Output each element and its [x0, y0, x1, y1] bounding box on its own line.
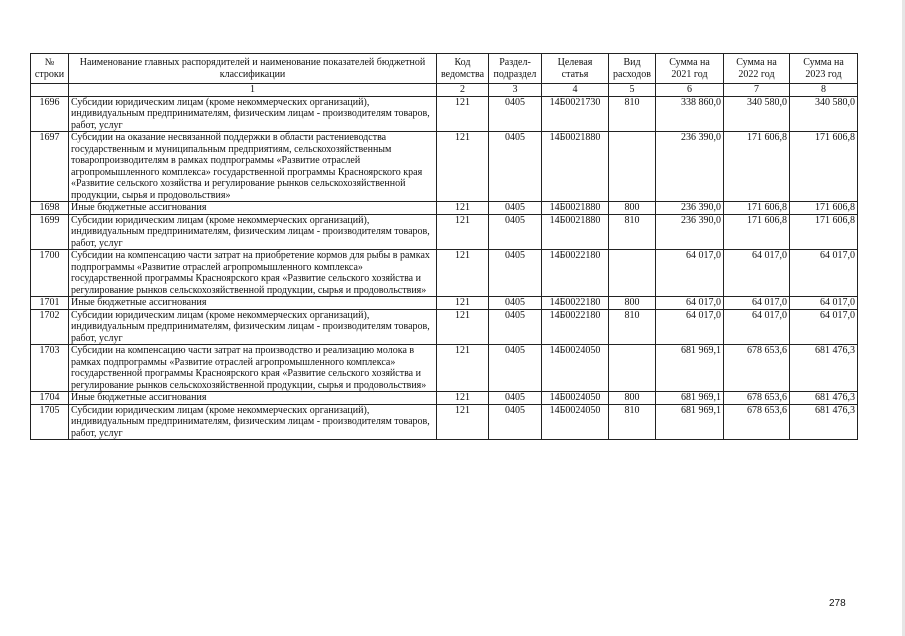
cell-num: 1696	[31, 96, 69, 132]
header-cell: Целевая статья	[542, 54, 609, 84]
column-number-row	[31, 84, 858, 97]
cell-num: 1704	[31, 392, 69, 405]
cell-name: Субсидии юридическим лицам (кроме некоммерческих организаций), индивидуальным предпринимателям, физическим лицам - производителям товаров, работ, услуг	[69, 309, 437, 345]
cell-statya: 14Б0024050	[542, 392, 609, 405]
cell-s2023: 64 017,0	[790, 250, 858, 297]
cell-name: Иные бюджетные ассигнования	[69, 392, 437, 405]
cell-ved: 121	[437, 404, 489, 440]
cell-s2023: 64 017,0	[790, 309, 858, 345]
header-cell: № строки	[31, 54, 69, 84]
column-number-cell: 3	[489, 84, 542, 97]
cell-s2021: 681 969,1	[656, 404, 724, 440]
column-number-cell: 2	[437, 84, 489, 97]
cell-statya: 14Б0022180	[542, 250, 609, 297]
cell-statya: 14Б0021880	[542, 132, 609, 202]
table-row	[31, 214, 858, 250]
cell-statya: 14Б0024050	[542, 345, 609, 392]
column-number-cell: 7	[724, 84, 790, 97]
cell-ved: 121	[437, 345, 489, 392]
column-number-cell: 8	[790, 84, 858, 97]
table-row	[31, 309, 858, 345]
cell-statya: 14Б0021880	[542, 214, 609, 250]
cell-statya: 14Б0024050	[542, 404, 609, 440]
table-body	[31, 96, 858, 440]
cell-num: 1698	[31, 202, 69, 215]
header-cell: Код ведомства	[437, 54, 489, 84]
column-number-cell: 4	[542, 84, 609, 97]
table-row	[31, 96, 858, 132]
cell-num: 1702	[31, 309, 69, 345]
cell-s2021: 681 969,1	[656, 392, 724, 405]
cell-num: 1700	[31, 250, 69, 297]
cell-razdel: 0405	[489, 250, 542, 297]
cell-s2021: 236 390,0	[656, 132, 724, 202]
table-row	[31, 202, 858, 215]
cell-name: Субсидии юридическим лицам (кроме некоммерческих организаций), индивидуальным предпринимателям, физическим лицам - производителям товаров, работ, услуг	[69, 96, 437, 132]
cell-statya: 14Б0022180	[542, 309, 609, 345]
cell-s2022: 64 017,0	[724, 309, 790, 345]
cell-num: 1701	[31, 297, 69, 310]
table-row	[31, 404, 858, 440]
cell-s2023: 340 580,0	[790, 96, 858, 132]
cell-s2023: 171 606,8	[790, 202, 858, 215]
cell-razdel: 0405	[489, 202, 542, 215]
cell-num: 1697	[31, 132, 69, 202]
cell-s2023: 681 476,3	[790, 392, 858, 405]
cell-name: Иные бюджетные ассигнования	[69, 297, 437, 310]
cell-razdel: 0405	[489, 132, 542, 202]
cell-s2023: 681 476,3	[790, 345, 858, 392]
cell-name: Субсидии на компенсацию части затрат на приобретение кормов для рыбы в рамках подпрограммы «Развитие отраслей агропромышленного комплекса» государственной программы Красноярского края «Развитие сельского хозяйства и регулирование рынков сельскохозяйственной продукции, сырья и продовольствия»	[69, 250, 437, 297]
cell-razdel: 0405	[489, 214, 542, 250]
column-number-cell	[31, 84, 69, 97]
cell-name: Иные бюджетные ассигнования	[69, 202, 437, 215]
header-row	[31, 54, 858, 84]
cell-vid: 810	[609, 214, 656, 250]
header-cell: Раздел-подраздел	[489, 54, 542, 84]
cell-s2022: 171 606,8	[724, 132, 790, 202]
cell-s2023: 171 606,8	[790, 214, 858, 250]
cell-name: Субсидии юридическим лицам (кроме некоммерческих организаций), индивидуальным предпринимателям, физическим лицам - производителям товаров, работ, услуг	[69, 214, 437, 250]
cell-s2022: 64 017,0	[724, 297, 790, 310]
cell-s2023: 171 606,8	[790, 132, 858, 202]
header-cell: Сумма на 2023 год	[790, 54, 858, 84]
column-number-cell: 5	[609, 84, 656, 97]
cell-vid: 800	[609, 202, 656, 215]
cell-num: 1703	[31, 345, 69, 392]
cell-s2022: 171 606,8	[724, 214, 790, 250]
cell-ved: 121	[437, 132, 489, 202]
header-cell: Сумма на 2021 год	[656, 54, 724, 84]
cell-s2021: 681 969,1	[656, 345, 724, 392]
cell-num: 1699	[31, 214, 69, 250]
column-number-cell: 6	[656, 84, 724, 97]
cell-ved: 121	[437, 96, 489, 132]
cell-vid: 800	[609, 297, 656, 310]
cell-vid: 800	[609, 392, 656, 405]
cell-vid	[609, 345, 656, 392]
budget-table	[30, 53, 858, 440]
cell-vid	[609, 132, 656, 202]
cell-statya: 14Б0021880	[542, 202, 609, 215]
cell-vid: 810	[609, 309, 656, 345]
cell-statya: 14Б0021730	[542, 96, 609, 132]
cell-s2021: 236 390,0	[656, 202, 724, 215]
cell-s2022: 678 653,6	[724, 404, 790, 440]
cell-s2022: 64 017,0	[724, 250, 790, 297]
cell-s2023: 64 017,0	[790, 297, 858, 310]
cell-razdel: 0405	[489, 309, 542, 345]
cell-s2021: 236 390,0	[656, 214, 724, 250]
cell-ved: 121	[437, 392, 489, 405]
cell-ved: 121	[437, 250, 489, 297]
table-row	[31, 250, 858, 297]
cell-s2021: 64 017,0	[656, 297, 724, 310]
cell-s2021: 338 860,0	[656, 96, 724, 132]
cell-name: Субсидии на оказание несвязанной поддержки в области растениеводства государственным и муниципальным предприятиям, сельскохозяйственным товаропроизводителям в рамках подпрограммы «Развитие отраслей агропромышленного комплекса» государственной программы Красноярского края «Развитие сельского хозяйства и регулирование рынков сельскохозяйственной продукции, сырья и продовольствия»	[69, 132, 437, 202]
cell-ved: 121	[437, 214, 489, 250]
cell-razdel: 0405	[489, 392, 542, 405]
cell-s2021: 64 017,0	[656, 250, 724, 297]
cell-s2022: 340 580,0	[724, 96, 790, 132]
cell-vid	[609, 250, 656, 297]
cell-razdel: 0405	[489, 96, 542, 132]
column-number-cell: 1	[69, 84, 437, 97]
table-row	[31, 132, 858, 202]
header-cell: Наименование главных распорядителей и наименование показателей бюджетной классификации	[69, 54, 437, 84]
cell-ved: 121	[437, 297, 489, 310]
cell-ved: 121	[437, 202, 489, 215]
cell-s2022: 171 606,8	[724, 202, 790, 215]
table-row	[31, 345, 858, 392]
cell-num: 1705	[31, 404, 69, 440]
cell-vid: 810	[609, 404, 656, 440]
cell-s2023: 681 476,3	[790, 404, 858, 440]
header-cell: Сумма на 2022 год	[724, 54, 790, 84]
header-cell: Вид расходов	[609, 54, 656, 84]
cell-razdel: 0405	[489, 297, 542, 310]
cell-name: Субсидии юридическим лицам (кроме некоммерческих организаций), индивидуальным предпринимателям, физическим лицам - производителям товаров, работ, услуг	[69, 404, 437, 440]
table-row	[31, 392, 858, 405]
page-number: 278	[829, 598, 846, 609]
cell-ved: 121	[437, 309, 489, 345]
cell-razdel: 0405	[489, 404, 542, 440]
cell-razdel: 0405	[489, 345, 542, 392]
cell-statya: 14Б0022180	[542, 297, 609, 310]
cell-vid: 810	[609, 96, 656, 132]
cell-s2021: 64 017,0	[656, 309, 724, 345]
cell-s2022: 678 653,6	[724, 392, 790, 405]
cell-s2022: 678 653,6	[724, 345, 790, 392]
table-row	[31, 297, 858, 310]
cell-name: Субсидии на компенсацию части затрат на производство и реализацию молока в рамках подпрограммы «Развитие отраслей агропромышленного комплекса» государственной программы Красноярского края «Развитие сельского хозяйства и регулирование рынков сельскохозяйственной продукции, сырья и продовольствия»	[69, 345, 437, 392]
